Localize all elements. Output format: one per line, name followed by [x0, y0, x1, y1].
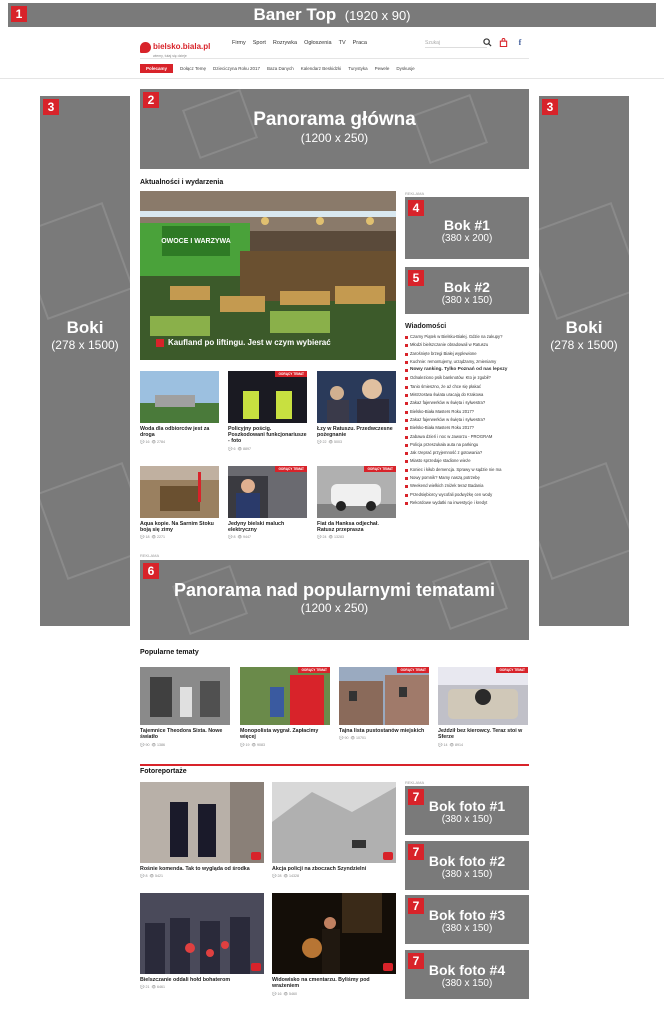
news-list-item[interactable]: Tanio śmieszno, że aż chce się płakać — [405, 383, 529, 391]
news-thumb — [140, 466, 219, 518]
foto-caption: Akcja policji na zboczach Szyndzielni — [272, 866, 367, 872]
foto-ad-3[interactable] — [405, 895, 529, 944]
panorama-popular-ad[interactable] — [140, 560, 529, 640]
comment-count: 14 — [443, 742, 448, 747]
ad-title: Bok foto #2 — [428, 853, 506, 869]
comment-count: 8 — [145, 874, 148, 879]
news-caption: Aqua kopie. Na Sarnim Stoku boją się zimy — [140, 521, 214, 534]
view-count: 5421 — [155, 874, 164, 879]
topic-link[interactable]: Pewele — [374, 65, 390, 71]
news-list — [405, 323, 529, 507]
news-list-item[interactable]: Zabawa dzień i noc w Jaworzu - PROGRAM — [405, 433, 529, 441]
news-list-item[interactable]: Kuchnie: remontujemy, urządzamy, zmieniamy — [405, 358, 529, 366]
view-count: 10701 — [356, 736, 367, 741]
search-input[interactable]: Szukaj — [425, 38, 487, 48]
camera-icon — [383, 852, 393, 860]
popular-caption: Tajna lista pustostanów miejskich — [339, 728, 425, 734]
popular-caption: Tajemnice Theodora Sixta. Nowe światło — [140, 728, 223, 741]
hero-sign-text: OWOCE I WARZYWA — [161, 238, 231, 245]
hot-topic-badge: GORĄCY TEMAT — [496, 667, 528, 673]
comment-count: 90 — [145, 742, 150, 747]
ad-title: Boki — [565, 318, 603, 337]
placeholder-image-icon — [40, 96, 130, 626]
site-logo[interactable] — [140, 36, 210, 59]
news-meta: 💬 16 👁 2784 — [140, 440, 166, 445]
ad-size: (380 x 150) — [441, 295, 493, 306]
foto-ad-4[interactable] — [405, 950, 529, 999]
facebook-icon[interactable]: f — [518, 38, 522, 47]
foto-meta: 💬 28 👁 14328 — [272, 874, 300, 879]
topic-bar — [140, 62, 529, 74]
foto-thumb — [140, 893, 264, 974]
left-side-ad[interactable] — [40, 96, 130, 626]
news-list-item[interactable]: Bielsko-Biała Masters Roku 2017? — [405, 424, 529, 432]
news-card[interactable] — [228, 466, 307, 539]
ad-title: Bok #1 — [444, 217, 490, 233]
topic-link[interactable]: Dzieciczyna Roku 2017 — [212, 65, 260, 71]
header-divider — [140, 58, 529, 59]
ad-size: (278 x 1500) — [51, 338, 119, 352]
foto-meta: 💬 21 👁 6461 — [140, 985, 166, 990]
ad-label: REKLAMA — [140, 553, 160, 558]
news-thumb — [317, 466, 396, 518]
popular-thumb — [140, 667, 230, 725]
ad-number-badge: 6 — [143, 563, 159, 579]
ad-size: (380 x 150) — [441, 978, 493, 989]
logo-icon — [140, 42, 151, 53]
comment-count: 24 — [322, 535, 327, 540]
ad-size: (380 x 200) — [441, 233, 493, 244]
news-meta: 💬 24 👁 13283 — [317, 535, 345, 540]
hero-article[interactable] — [140, 191, 396, 360]
popular-meta: 💬 19 👁 9083 — [240, 742, 266, 747]
section-title-foto: Fotoreportaże — [140, 768, 187, 775]
popular-card[interactable] — [240, 667, 330, 747]
popular-thumb — [339, 667, 429, 725]
view-count: 5460 — [289, 991, 298, 996]
news-card[interactable] — [228, 371, 307, 451]
foto-ad-1[interactable] — [405, 786, 529, 835]
main-nav — [232, 40, 367, 46]
cart-icon[interactable] — [498, 38, 508, 48]
foto-card[interactable] — [272, 782, 396, 878]
ad-size: (278 x 1500) — [550, 338, 618, 352]
view-count: 14328 — [289, 874, 300, 879]
comment-count: 18 — [145, 535, 150, 540]
news-caption: Fiat da Hanksa odjechał. Ratusz przeprasza — [317, 521, 379, 534]
top-banner-ad[interactable] — [8, 3, 656, 27]
section-title-popular: Popularne tematy — [140, 649, 199, 656]
ad-size: (380 x 150) — [441, 869, 493, 880]
foto-caption: Widowisko na cmentarzu. Byliśmy pod wrażeniem — [272, 977, 370, 990]
news-list-item[interactable]: Weekend wielkich zniżek teraz Badania — [405, 482, 529, 490]
panorama-main-ad[interactable] — [140, 89, 529, 169]
box-ad-2[interactable] — [405, 267, 529, 314]
news-meta: 💬 6 👁 8897 — [228, 446, 252, 451]
nav-item-rozrywka[interactable]: Rozrywka — [272, 40, 298, 46]
topic-link[interactable]: Baza Danych — [266, 65, 294, 71]
ad-title: Panorama główna — [253, 109, 416, 130]
ad-size: (1200 x 250) — [300, 601, 369, 615]
ad-number-badge: 3 — [542, 99, 558, 115]
popular-meta: 💬 90 👁 10701 — [339, 736, 367, 741]
ad-size: (1200 x 250) — [300, 131, 369, 145]
news-caption: Jedyny bielski maluch elektryczny — [228, 521, 285, 534]
nav-item-firmy[interactable]: Firmy — [232, 40, 246, 46]
camera-icon — [251, 963, 261, 971]
view-count: 2784 — [157, 440, 166, 445]
topic-link[interactable]: Kalendarz Beskidzki — [300, 65, 342, 71]
comment-count: 6 — [233, 446, 236, 451]
popular-card[interactable] — [438, 667, 528, 747]
news-caption: Woda dla odbiorców jest za droga — [140, 426, 210, 439]
popular-thumb — [438, 667, 528, 725]
hero-image — [140, 191, 396, 360]
search-icon[interactable] — [482, 38, 492, 48]
site-header — [140, 33, 529, 58]
news-list-item[interactable]: Zakaz fajerwerków w święta i sylwestra? — [405, 416, 529, 424]
box-ad-1[interactable] — [405, 197, 529, 259]
news-list-item[interactable]: Nowy ranking. Tylko Poznań od nas lepszy — [405, 366, 529, 374]
news-list-item[interactable]: Czarny Piątek w Bielsku-Białej. Gdzie na zakupy? — [405, 333, 529, 341]
ad-number-badge: 7 — [408, 844, 424, 860]
popular-card[interactable] — [339, 667, 429, 740]
popular-card[interactable] — [140, 667, 230, 747]
news-meta: 💬 8 👁 9447 — [228, 535, 252, 540]
ad-title: Baner Top — [253, 5, 337, 24]
topic-link[interactable]: Dołącz Temę — [180, 65, 206, 71]
news-card[interactable] — [140, 371, 219, 444]
news-list-item[interactable]: Zarośnięte brzegi Białej wyplewione — [405, 350, 529, 358]
view-count: 6461 — [157, 985, 166, 990]
news-meta: 💬 22 👁 5003 — [317, 440, 343, 445]
topics-label: Polecamy — [140, 64, 173, 73]
view-count: 9447 — [243, 535, 252, 540]
view-count: 8897 — [243, 446, 252, 451]
news-thumb — [228, 466, 307, 518]
ad-title: Bok foto #1 — [428, 798, 506, 814]
news-list-item[interactable]: Przedsiębiorcy wycofali podwyżkę cen wody — [405, 491, 529, 499]
hot-topic-badge: GORĄCY TEMAT — [298, 667, 330, 673]
ad-number-badge: 7 — [408, 789, 424, 805]
foto-caption: Bielszczanie oddali hołd bohaterom — [140, 977, 231, 983]
ad-title: Boki — [66, 318, 104, 337]
news-list-item[interactable]: Jak rzeprać przyjemność z gotowania? — [405, 449, 529, 457]
hero-caption-text: Kaufland po liftingu. Jest w czym wybierać — [168, 338, 331, 347]
foto-thumb — [272, 782, 396, 863]
foto-thumb — [140, 782, 264, 863]
ad-size: (1920 x 90) — [344, 8, 411, 23]
ad-number-badge: 4 — [408, 200, 424, 216]
news-list-item[interactable]: Zakaz fajerwerków w święta i sylwestra? — [405, 399, 529, 407]
ad-title: Bok foto #4 — [428, 962, 506, 978]
nav-item-praca[interactable]: Praca — [352, 40, 367, 46]
view-count: 9083 — [257, 742, 266, 747]
news-list-item[interactable]: Koniec i kiłub demencja. Sprawy w sądzie nie ma — [405, 466, 529, 474]
camera-icon — [251, 852, 261, 860]
ad-number-badge: 3 — [43, 99, 59, 115]
logo-text: bielsko.biala.pl — [153, 42, 211, 51]
nav-item-tv[interactable]: TV — [338, 40, 346, 46]
ad-title: Bok foto #3 — [428, 907, 506, 923]
foto-card[interactable] — [272, 893, 396, 996]
news-thumb — [228, 371, 307, 423]
news-thumb — [317, 371, 396, 423]
news-list-item[interactable]: Odnaleziono psik banknotów. Kto je zgubił? — [405, 374, 529, 382]
right-side-ad[interactable] — [539, 96, 629, 626]
news-list-item[interactable]: Bielsko-Biała Masters Roku 2017? — [405, 408, 529, 416]
hot-topic-badge: GORĄCY TEMAT — [364, 466, 396, 472]
news-list-item[interactable]: Policja przeszukała auta na parkingu — [405, 441, 529, 449]
comment-count: 16 — [145, 440, 150, 445]
news-list-item[interactable]: Młodzi bielszczanie obradowali w Ratuszu — [405, 341, 529, 349]
comment-count: 90 — [344, 736, 349, 741]
hot-topic-badge: GORĄCY TEMAT — [275, 371, 307, 377]
foto-ad-2[interactable] — [405, 841, 529, 890]
ad-number-badge: 1 — [11, 6, 27, 22]
comment-count: 8 — [233, 535, 236, 540]
hero-caption — [156, 338, 331, 347]
popular-caption: Jeździł bez kierowcy. Teraz stoi w Sferze — [438, 728, 523, 741]
news-caption: Łzy w Ratuszu. Przedwczesne pożegnanie — [317, 426, 393, 439]
popular-caption: Monopolista wygrał. Zapłacimy więcej — [240, 728, 319, 741]
news-card[interactable] — [317, 466, 396, 539]
hero-caption-marker — [156, 339, 164, 347]
nav-item-ogloszenia[interactable]: Ogłoszenia — [304, 40, 332, 46]
news-card[interactable] — [317, 371, 396, 444]
comment-count: 28 — [277, 874, 282, 879]
news-list-title: Wiadomości — [405, 323, 447, 330]
view-count: 13283 — [334, 535, 345, 540]
foto-meta: 💬 16 👁 5460 — [272, 991, 298, 996]
foto-meta: 💬 8 👁 5421 — [140, 874, 164, 879]
view-count: 2271 — [157, 535, 166, 540]
news-card[interactable] — [140, 466, 219, 539]
camera-icon — [383, 963, 393, 971]
ad-number-badge: 5 — [408, 270, 424, 286]
placeholder-image-icon — [539, 96, 629, 626]
topics-divider — [0, 78, 664, 79]
view-count: 1386 — [157, 742, 166, 747]
foto-caption: Rośnie komenda. Tak to wygląda od środka — [140, 866, 250, 872]
ad-title: Panorama nad popularnymi tematami — [173, 580, 496, 600]
comment-count: 19 — [245, 742, 250, 747]
news-list-item[interactable]: Miasto sprzedaje stadione wieże — [405, 457, 529, 465]
hot-topic-badge: GORĄCY TEMAT — [397, 667, 429, 673]
ad-label: REKLAMA — [405, 191, 425, 196]
comment-count: 16 — [277, 991, 282, 996]
foto-card[interactable] — [140, 782, 264, 878]
logo-tagline: wiemy, tutaj się dzieje — [153, 54, 187, 58]
popular-thumb — [240, 667, 330, 725]
news-caption: Policyjny pościg. Poszkodowani funkcjonariusze - foto — [228, 426, 307, 445]
news-list-item[interactable]: Nowy pomnik? Mamy naszą potrzebę — [405, 474, 529, 482]
hot-topic-badge: GORĄCY TEMAT — [275, 466, 307, 472]
foto-thumb — [272, 893, 396, 974]
view-count: 8914 — [455, 742, 464, 747]
news-thumb — [140, 371, 219, 423]
news-list-item[interactable]: Mistrzostwa świata uracają do Krakowa — [405, 391, 529, 399]
ad-label: REKLAMA — [405, 780, 425, 785]
comment-count: 22 — [322, 440, 327, 445]
nav-item-sport[interactable]: Sport — [252, 40, 266, 46]
foto-card[interactable] — [140, 893, 264, 989]
comment-count: 21 — [145, 985, 150, 990]
ad-size: (380 x 150) — [441, 923, 493, 934]
view-count: 5003 — [334, 440, 343, 445]
section-title-news: Aktualności i wydarzenia — [140, 179, 224, 186]
ad-number-badge: 7 — [408, 953, 424, 969]
ad-title: Bok #2 — [444, 279, 490, 295]
news-meta: 💬 18 👁 2271 — [140, 535, 166, 540]
news-list-item[interactable]: Rekordowe wydatki na inwestycje i kredyt — [405, 499, 529, 507]
popular-meta: 💬 14 👁 8914 — [438, 742, 464, 747]
ad-size: (380 x 150) — [441, 814, 493, 825]
ad-number-badge: 7 — [408, 898, 424, 914]
section-divider — [140, 764, 529, 766]
ad-number-badge: 2 — [143, 92, 159, 108]
topic-link[interactable]: Turystyka — [348, 65, 368, 71]
topic-link[interactable]: Dyskusje — [396, 65, 415, 71]
popular-meta: 💬 90 👁 1386 — [140, 742, 166, 747]
